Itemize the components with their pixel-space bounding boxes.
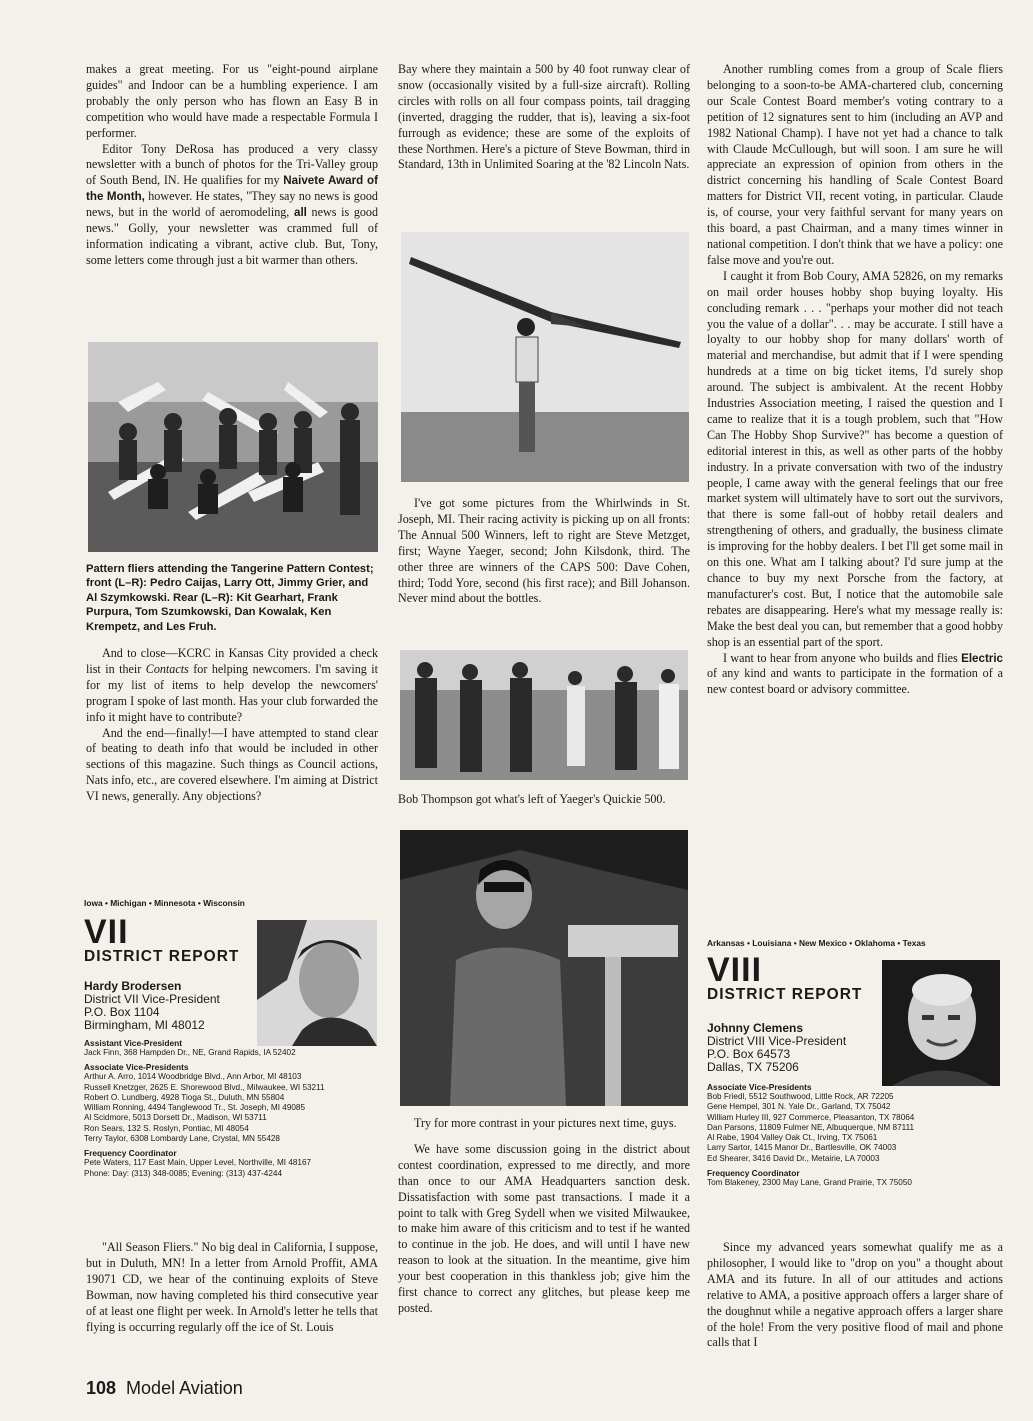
column-1 xyxy=(86,62,378,269)
col1-paragraph-1: makes a great meeting. For us "eight-pound airplane guides" and Indoor can be a humbling experience. I am probably the only person who has flown an Easy B in competition who would have made a respectable Formula I performer. xyxy=(86,62,378,140)
district-7-associates-heading: Associate Vice-Presidents xyxy=(84,1062,189,1073)
district-8-vp-name: Johnny Clemens xyxy=(707,1021,804,1035)
portrait-hardy-brodersen xyxy=(257,920,377,1046)
photo-caption-quickie-500: Bob Thompson got what's left of Yaeger's Quickie 500. xyxy=(398,792,666,806)
district-7-associate: Al Scidmore, 5013 Dorsett Dr., Madison, WI 53711 xyxy=(84,1113,267,1123)
photo-pattern-fliers xyxy=(88,342,378,552)
district-7-vp-address-2: Birmingham, MI 48012 xyxy=(84,1018,205,1032)
column-1-bottom xyxy=(86,1240,378,1335)
district-8-numeral: VIII xyxy=(707,951,763,989)
district-7-vp-role: District VII Vice-President xyxy=(84,992,220,1006)
district-7-states: Iowa • Michigan • Minnesota • Wisconsin xyxy=(84,898,245,908)
col3-paragraph-2: I caught it from Bob Coury, AMA 52826, on my remarks on mail order houses hobby shop buying loyalty. His concluding remark . . . "perhaps your mother did not teach you the value of a dollar". . . may be accurate. I still have a loyalty to our hobby shop for many dollars' worth of material and merchandise, but admit that if I were spending hundreds at a time on big ticket items, I'd surely shop around. The subject is ambivalent. At the recent Hobby Industries Association meeting, I raised the question and I came to realize that it is a tough problem, such that "How Can The Hobby Shop Survive?" has become a question of editorial interest in this, as well as other parts of the hobby industry. In a private conversation with two of the industry people, I came away with the general feelings that our free market system will ultimately have to sort out the survivors, that there is some fall-out of hobby retail dealers and strengthening of others, and gradually, the business climate is improving for the hobby dealers. I bet I'll get some mail in on this one. What am I talking about? I'd sure jump at the chance to buy my next Porsche from the factory, at manufacturer's cost. But, I notice that the automobile sale rebates are disappearing. Here's what my message really is: Make the best deal you can, but remember that a good hobby shop is an essential part of the sport. xyxy=(707,268,1003,649)
column-3 xyxy=(707,62,1003,698)
district-8-states: Arkansas • Louisiana • New Mexico • Oklahoma • Texas xyxy=(707,938,926,948)
district-7-associate: Robert O. Lundberg, 4928 Tioga St., Duluth, MN 55804 xyxy=(84,1092,285,1102)
district-7-associate: Russell Knetzger, 2625 E. Shorewood Blvd., Milwaukee, WI 53211 xyxy=(84,1082,325,1092)
district-8-associates-heading: Associate Vice-Presidents xyxy=(707,1082,812,1092)
district-8-associate: William Hurley III, 927 Commerce, Pleasanton, TX 78064 xyxy=(707,1112,915,1122)
photo-bob-thompson xyxy=(400,830,688,1106)
col3-paragraph-4: Since my advanced years somewhat qualify me as a philosopher, I would like to "drop on you" a thought about AMA and its future. In all of our attitudes and actions relative to AMA, a positive approach offers a larger share of the doughnut while a negative approach offers a larger share of the hole! From the very positive flood of mail and phone calls that I xyxy=(707,1240,1003,1350)
district-8-associate: Al Rabe, 1904 Valley Oak Ct., Irving, TX 75061 xyxy=(707,1133,878,1143)
col1-paragraph-4: And the end—finally!—I have attempted to stand clear of beating to death info that would be included in other sections of this magazine. Such things as Council actions, Nats info, etc., are covered elsewhere. I'm aiming at District VI news, generally. Any objections? xyxy=(86,725,378,804)
column-2-lower xyxy=(398,1116,690,1317)
district-8-associate: Dan Parsons, 11809 Fulmer NE, Albuquerque, NM 87111 xyxy=(707,1122,915,1132)
district-8-associate: Ed Shearer, 3416 David Dr., Metairie, LA 70003 xyxy=(707,1153,880,1163)
column-1-lower xyxy=(86,562,378,805)
column-2-mid xyxy=(398,496,690,607)
district-7-title: DISTRICT REPORT xyxy=(84,948,240,965)
district-8-associate: Gene Hempel, 301 N. Yale Dr., Garland, TX 75042 xyxy=(707,1102,891,1112)
district-8-associate: Larry Sartor, 1415 Manor Dr., Bartlesville, OK 74003 xyxy=(707,1143,897,1153)
page-footer xyxy=(86,1378,243,1399)
page-number: 108 xyxy=(86,1378,117,1398)
col2-paragraph-2: I've got some pictures from the Whirlwinds in St. Joseph, MI. Their racing activity is picking up on all fronts: The Annual 500 Winners, left to right are Steve Metzget, first; Wayne Yaeger, second; John Kilsdonk, third. The other three are winners of the CAPS 500: Dave Cohen, third; Todd Yore, second (his first race); and Bill Johanson. Never mind about the bottles. xyxy=(398,496,690,606)
portrait-johnny-clemens xyxy=(882,960,1000,1086)
district-8-frequency-heading: Frequency Coordinator xyxy=(707,1168,800,1179)
photo-caption-pattern-fliers: Pattern fliers attending the Tangerine Pattern Contest; front (L–R): Pedro Caijas, Larry Ott, Jimmy Grier, and Al Szymkowski. Rear (L–R): Kit Gearhart, Frank Purpura, Tom Szumkowski, Dan Kowalak, Ken Krempetz, and Les Fruh. xyxy=(86,563,374,633)
col3-paragraph-3: I want to hear from anyone who builds and flies Electric of any kind and wants to participate in the formation of a new contest board or advisory committee. xyxy=(707,650,1003,697)
district-7-vp-address-1: P.O. Box 1104 xyxy=(84,1005,160,1019)
district-8-title: DISTRICT REPORT xyxy=(707,986,863,1003)
district-8-vp-role: District VIII Vice-President xyxy=(707,1034,847,1048)
column-3-bottom xyxy=(707,1240,1003,1351)
photo-whirlwinds-winners xyxy=(400,650,688,780)
col1-paragraph-5: "All Season Fliers." No big deal in California, I suppose, but in Duluth, MN! In a letter from Arnold Proffit, AMA 19071 CD, we hear of the continuing exploits of Steve Bowman, now having completed his third consecutive year of at least one flight per week. In Arnold's letter he tells that flying is occurring regularly off the ice of St. Louis xyxy=(86,1240,378,1334)
col2-paragraph-3: Try for more contrast in your pictures next time, guys. xyxy=(414,1116,677,1130)
col3-paragraph-1: Another rumbling comes from a group of Scale fliers belonging to a soon-to-be AMA-chartered club, concerning our Scale Contest Board member's voting contrary to a petition of 12 signatures sent to him (including an AVP and 1982 National Champ). I have not yet had a chance to talk with Claude McCullough, but will soon. I am sure he will appreciate an expression of opinion from others in the district concerning his handling of Scale Contest Board matters for District VII, recent voting, in particular. Claude is, of course, your very faithful servant for many years on this board, a past Chairman, and a many times winner in national competition. I don't think that we have a policy: one false move and you're out. xyxy=(707,62,1003,267)
district-7-associate: Terry Taylor, 6308 Lombardy Lane, Crystal, MN 55428 xyxy=(84,1134,280,1144)
district-7-numeral: VII xyxy=(84,913,129,951)
district-8-vp-address-1: P.O. Box 64573 xyxy=(707,1047,791,1061)
district-7-associate: Ron Sears, 132 S. Roslyn, Pontiac, MI 48054 xyxy=(84,1123,249,1133)
col2-paragraph-1: Bay where they maintain a 500 by 40 foot runway clear of snow (occasionally visited by a full-size aircraft). Rolling circles with rolls on all four compass points, tail dragging (inverted, dragging the rudder, that is), leaving a six-foot furrough as evidence; these are some of the exploits of these Northmen. Here's a picture of Steve Bowman, third in Standard, 13th in Unlimited Soaring at the '82 Lincoln Nats. xyxy=(398,62,690,172)
photo-steve-bowman-glider xyxy=(401,232,689,482)
magazine-title: Model Aviation xyxy=(126,1378,243,1398)
district-8-frequency-coordinator: Tom Blakeney, 2300 May Lane, Grand Prairie, TX 75050 xyxy=(707,1178,912,1188)
column-2 xyxy=(398,62,690,173)
district-7-frequency-heading: Frequency Coordinator xyxy=(84,1148,177,1159)
district-7-frequency-coordinator: Pete Waters, 117 East Main, Upper Level, Northville, MI 48167 xyxy=(84,1158,312,1168)
district-7-assistant-heading: Assistant Vice-President xyxy=(84,1038,183,1048)
col2-paragraph-4: We have some discussion going in the district about contest coordination, expressed to me directly, and more than once to our AMA Headquarters sanction desk. Dissatisfaction with some past transactions. I made it a point to talk with Greg Sydell when we visited Milwaukee, to make him aware of this criticism and to test if he wanted to continue in the job. He does, and will until I have new reason to look at the situation. In the meantime, give him your best cooperation in this thankless job; give him the first chance to correct any glitches, but please keep me posted. xyxy=(398,1141,690,1315)
column-2-caption xyxy=(398,792,690,808)
district-8-associate: Bob Friedl, 5512 Southwood, Little Rock, AR 72205 xyxy=(707,1092,894,1101)
col1-paragraph-2: Editor Tony DeRosa has produced a very classy newsletter with a bunch of photos for the Tri-Valley group of South Bend, IN. He qualifies for my Naivete Award of the Month, however. He states, "They say no news is good news, but in the world of aeromodeling, all news is good news." Golly, your newsletter was crammed full of information indicating a vibrant, active club. But, Tony, some letters come through just a bit warmer than others. xyxy=(86,141,379,267)
district-7-associate: Arthur A. Arro, 1014 Woodbridge Blvd., Ann Arbor, MI 48103 xyxy=(84,1072,302,1082)
district-7-vp-name: Hardy Brodersen xyxy=(84,979,182,993)
district-7-frequency-phone: Phone: Day: (313) 348-0085; Evening: (313) 437-4244 xyxy=(84,1168,282,1178)
district-7-assistant: Jack Finn, 368 Hampden Dr., NE, Grand Rapids, IA 52402 xyxy=(84,1048,296,1057)
district-8-vp-address-2: Dallas, TX 75206 xyxy=(707,1060,799,1074)
col1-paragraph-3: And to close—KCRC in Kansas City provided a check list in their Contacts for helping newcomers. I'm saving it for my list of items to help develop the newcomers' program I spoke of last month. Has your club forwarded the info it might have to contribute? xyxy=(86,646,378,724)
district-7-associate: William Ronning, 4494 Tanglewood Tr., St. Joseph, MI 49085 xyxy=(84,1103,306,1113)
